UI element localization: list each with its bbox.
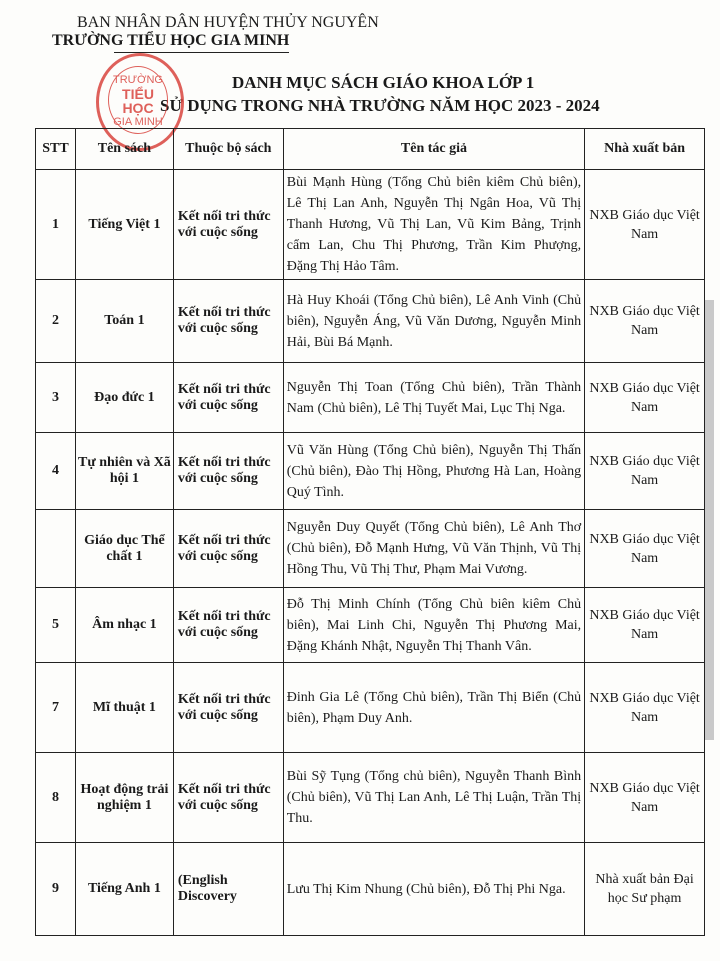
school-name [52, 32, 289, 50]
publisher-cell: NXB Giáo dục Việt Nam [585, 588, 705, 663]
stt-cell: 3 [36, 363, 76, 433]
stt-cell: 5 [36, 588, 76, 663]
book-name-cell: Giáo dục Thể chất 1 [75, 510, 173, 588]
series-cell: Kết nối tri thức với cuộc sống [173, 753, 283, 843]
scrollbar[interactable] [705, 300, 714, 740]
publisher-cell: NXB Giáo dục Việt Nam [585, 363, 705, 433]
document-subtitle: SỬ DỤNG TRONG NHÀ TRƯỜNG NĂM HỌC 2023 - 2024 [160, 96, 600, 115]
authority-name: BAN NHÂN DÂN HUYỆN THỦY NGUYÊN [77, 14, 379, 31]
authors-cell: Nguyễn Duy Quyết (Tổng Chủ biên), Lê Anh Thơ (Chủ biên), Đỗ Mạnh Hưng, Vũ Văn Thịnh, Vũ Thị Hồng Thu, Vũ Thị Thư, Phạm Mai Vương. [283, 510, 584, 588]
stt-cell: 8 [36, 753, 76, 843]
table-row [36, 510, 705, 588]
book-name-cell: Tiếng Anh 1 [75, 843, 173, 936]
stt-cell: 1 [36, 170, 76, 280]
document-title: DANH MỤC SÁCH GIÁO KHOA LỚP 1 [232, 73, 535, 92]
table-header-row [36, 129, 705, 170]
stt-cell: 7 [36, 663, 76, 753]
publisher-cell: NXB Giáo dục Việt Nam [585, 280, 705, 363]
book-name-cell: Âm nhạc 1 [75, 588, 173, 663]
column-header: STT [36, 129, 76, 170]
stt-cell: 4 [36, 433, 76, 510]
book-name-cell: Tiếng Việt 1 [75, 170, 173, 280]
stt-cell [36, 510, 76, 588]
table-row [36, 753, 705, 843]
series-cell: Kết nối tri thức với cuộc sống [173, 363, 283, 433]
series-cell: Kết nối tri thức với cuộc sống [173, 663, 283, 753]
column-header: Tên tác giả [283, 129, 584, 170]
authors-cell: Nguyễn Thị Toan (Tổng Chủ biên), Trần Thành Nam (Chủ biên), Lê Thị Tuyết Mai, Lục Thị Nga. [283, 363, 584, 433]
publisher-cell: NXB Giáo dục Việt Nam [585, 510, 705, 588]
textbook-table [35, 128, 705, 936]
series-cell: Kết nối tri thức với cuộc sống [173, 433, 283, 510]
publisher-cell: NXB Giáo dục Việt Nam [585, 170, 705, 280]
table-row [36, 843, 705, 936]
stamp-line: TIỂU HỌC [122, 86, 154, 116]
table-row [36, 170, 705, 280]
stt-cell: 9 [36, 843, 76, 936]
school-name-text: TRƯỜNG TIỂU HỌC GIA MINH [52, 32, 290, 49]
table-row [36, 588, 705, 663]
series-cell: Kết nối tri thức với cuộc sống [173, 280, 283, 363]
book-name-cell: Hoạt động trải nghiệm 1 [75, 753, 173, 843]
book-name-cell: Tự nhiên và Xã hội 1 [75, 433, 173, 510]
publisher-cell: NXB Giáo dục Việt Nam [585, 753, 705, 843]
column-header: Nhà xuất bản [585, 129, 705, 170]
authors-cell: Bùi Sỹ Tụng (Tổng chủ biên), Nguyễn Thanh Bình (Chủ biên), Vũ Thị Lan Anh, Lê Thị Luận, Trần Thị Thu. [283, 753, 584, 843]
publisher-cell: NXB Giáo dục Việt Nam [585, 433, 705, 510]
stt-cell: 2 [36, 280, 76, 363]
series-cell: Kết nối tri thức với cuộc sống [173, 588, 283, 663]
table-row [36, 280, 705, 363]
authors-cell: Vũ Văn Hùng (Tổng Chủ biên), Nguyễn Thị Thấn (Chủ biên), Đào Thị Hồng, Phương Hà Lan, Hoàng Quý Tình. [283, 433, 584, 510]
authors-cell: Lưu Thị Kim Nhung (Chủ biên), Đỗ Thị Phi Nga. [283, 843, 584, 936]
authors-cell: Hà Huy Khoái (Tổng Chủ biên), Lê Anh Vinh (Chủ biên), Nguyễn Áng, Vũ Văn Dương, Nguyễn Minh Hải, Bùi Bá Mạnh. [283, 280, 584, 363]
series-cell: (English Discovery [173, 843, 283, 936]
column-header: Tên sách [75, 129, 173, 170]
book-name-cell: Toán 1 [75, 280, 173, 363]
authors-cell: Đinh Gia Lê (Tổng Chủ biên), Trần Thị Biển (Chủ biên), Phạm Duy Anh. [283, 663, 584, 753]
stamp-line: GIA MINH [113, 116, 163, 128]
publisher-cell: Nhà xuất bản Đại học Sư phạm [585, 843, 705, 936]
table-row [36, 433, 705, 510]
table-row [36, 363, 705, 433]
authors-cell: Bùi Mạnh Hùng (Tổng Chủ biên kiêm Chủ biên), Lê Thị Lan Anh, Nguyễn Thị Ngân Hoa, Vũ Thị Thanh Hương, Vũ Thị Lan, Vũ Kim Bảng, Trịnh cẩm Lan, Chu Thị Phương, Trần Kim Phượng, Đặng Thị Hảo Tâm. [283, 170, 584, 280]
series-cell: Kết nối tri thức với cuộc sống [173, 170, 283, 280]
table-row [36, 663, 705, 753]
stamp-line: TRƯỜNG [113, 74, 163, 86]
series-cell: Kết nối tri thức với cuộc sống [173, 510, 283, 588]
publisher-cell: NXB Giáo dục Việt Nam [585, 663, 705, 753]
book-name-cell: Đạo đức 1 [75, 363, 173, 433]
book-name-cell: Mĩ thuật 1 [75, 663, 173, 753]
column-header: Thuộc bộ sách [173, 129, 283, 170]
authors-cell: Đỗ Thị Minh Chính (Tổng Chủ biên kiêm Chủ biên), Mai Linh Chi, Nguyễn Thị Phương Mai, Đặng Khánh Nhật, Nguyễn Thị Thanh Vân. [283, 588, 584, 663]
